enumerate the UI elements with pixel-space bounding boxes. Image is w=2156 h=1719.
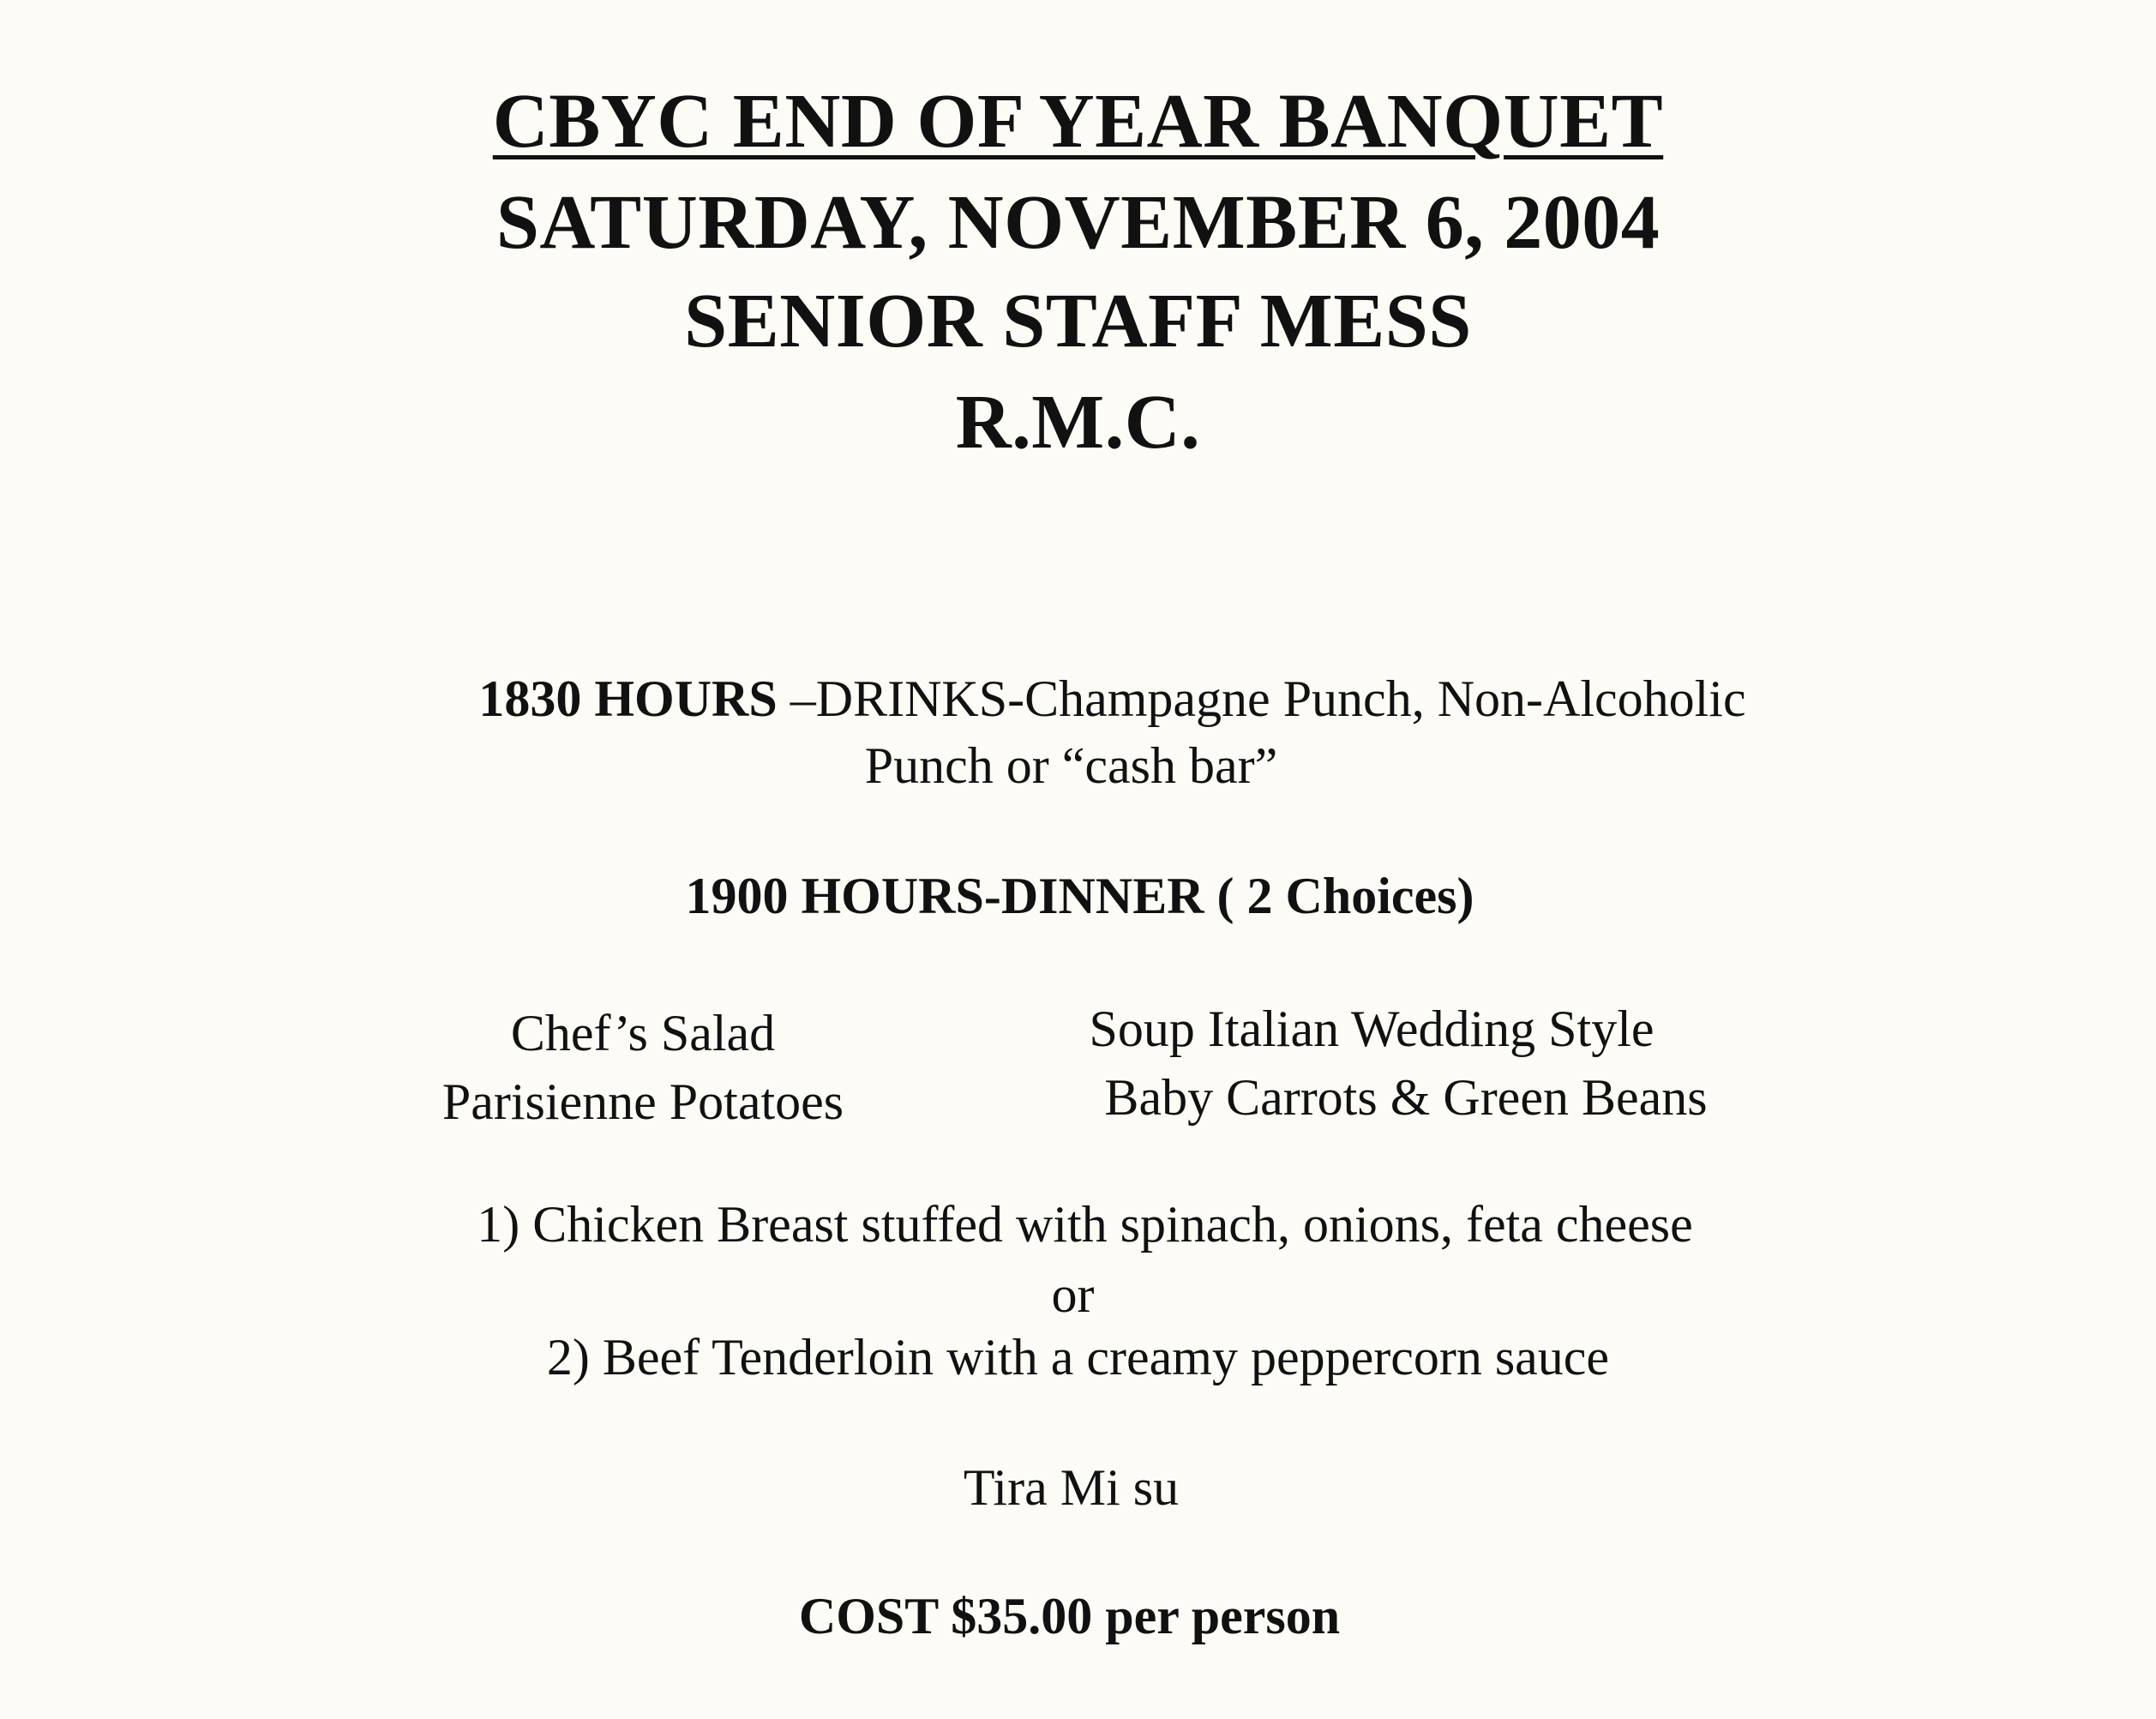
menu-item-soup: Soup Italian Wedding Style (1089, 1001, 1655, 1057)
menu-item-salad: Chef’s Salad (510, 1005, 776, 1061)
event-location: R.M.C. (955, 380, 1201, 465)
entree-choice-2: 2) Beef Tenderloin with a creamy peppercorn sauce (546, 1329, 1610, 1385)
drinks-details-continued: Punch or “cash bar” (864, 737, 1278, 794)
event-venue: SENIOR STAFF MESS (684, 279, 1472, 364)
menu-left-column (377, 999, 909, 1136)
dessert: Tira Mi su (963, 1459, 1180, 1516)
event-title (0, 79, 2156, 165)
event-date: SATURDAY, NOVEMBER 6, 2004 (495, 180, 1661, 265)
menu-right-column (986, 995, 1757, 1132)
drinks-line (34, 669, 2156, 729)
dinner-heading: 1900 HOURS-DINNER ( 2 Choices) (685, 868, 1474, 924)
drinks-time: 1830 HOURS (478, 670, 778, 727)
event-title-text: CBYC END OF YEAR BANQUET (492, 79, 1664, 164)
menu-item-potatoes: Parisienne Potatoes (441, 1073, 844, 1130)
menu-item-vegetables: Baby Carrots & Green Beans (1104, 1069, 1708, 1126)
entree-choice-1: 1) Chicken Breast stuffed with spinach, onions, feta cheese (477, 1196, 1693, 1253)
cost-line: COST $35.00 per person (798, 1588, 1341, 1644)
drinks-details: –DRINKS-Champagne Punch, Non-Alcoholic (777, 670, 1746, 727)
choice-separator: or (1051, 1266, 1095, 1323)
